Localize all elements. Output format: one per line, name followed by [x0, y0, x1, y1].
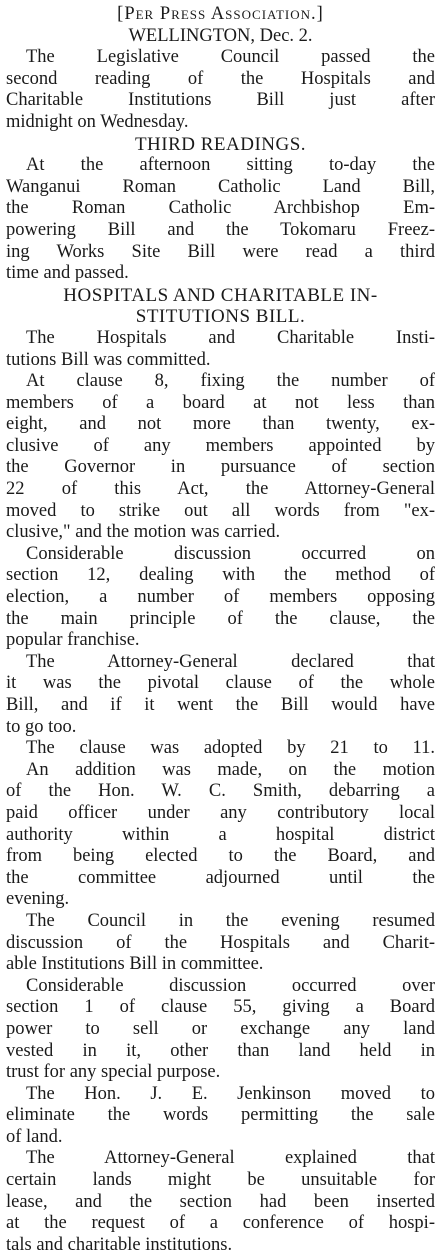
- text-line: Wanganui Roman Catholic Land Bill,: [6, 176, 435, 197]
- text-line: eight, and not more than twenty, ex-: [6, 414, 435, 435]
- text-line: At clause 8, fixing the number of: [26, 371, 435, 392]
- text-line: section 12, dealing with the method of: [6, 565, 435, 586]
- text-line: The Hospitals and Charitable Insti-: [26, 327, 435, 348]
- text-line: members of a board at not less than: [6, 392, 435, 413]
- text-line: The Attorney-General explained that: [26, 1148, 435, 1169]
- text-line: lease, and the section had been inserted: [6, 1191, 435, 1212]
- text-line: the Roman Catholic Archbishop Em-: [6, 198, 435, 219]
- section-heading: STITUTIONS BILL.: [135, 306, 306, 328]
- section-heading: HOSPITALS AND CHARITABLE IN-: [63, 284, 378, 306]
- text-line: of land.: [6, 1126, 63, 1147]
- text-line: at the request of a conference of hospi-: [6, 1213, 435, 1234]
- text-line: election, a number of members opposing: [6, 587, 435, 608]
- text-line: the committee adjourned until the: [6, 867, 435, 888]
- text-line: midnight on Wednesday.: [6, 111, 189, 132]
- text-line: evening.: [6, 889, 70, 910]
- text-line: clusive," and the motion was carried.: [6, 522, 281, 543]
- text-line: The Legislative Council passed the: [26, 47, 435, 68]
- text-line: time and passed.: [6, 263, 129, 284]
- text-line: popular franchise.: [6, 630, 140, 651]
- text-line: Considerable discussion occurred over: [26, 975, 435, 996]
- text-line: it was the pivotal clause of the whole: [6, 673, 435, 694]
- text-line: discussion of the Hospitals and Charit-: [6, 932, 435, 953]
- text-line: power to sell or exchange any land: [6, 1018, 435, 1039]
- text-line: The Attorney-General declared that: [26, 651, 435, 672]
- text-line: the Governor in pursuance of section: [6, 457, 435, 478]
- text-line: vested in it, other than land held in: [6, 1040, 435, 1061]
- text-line: The Hon. J. E. Jenkinson moved to: [26, 1083, 435, 1104]
- text-line: ing Works Site Bill were read a third: [6, 241, 435, 262]
- text-line: paid officer under any contributory local: [6, 802, 435, 823]
- text-line: powering Bill and the Tokomaru Freez-: [6, 219, 435, 240]
- text-line: Bill, and if it went the Bill would have: [6, 695, 435, 715]
- text-line: from being elected to the Board, and: [6, 846, 435, 867]
- text-line: WELLINGTON, Dec. 2.: [128, 25, 313, 46]
- text-line: to go too.: [6, 716, 77, 737]
- text-line: Considerable discussion occurred on: [26, 543, 435, 564]
- text-line: The Council in the evening resumed: [26, 910, 435, 931]
- text-line: An addition was made, on the motion: [26, 759, 435, 780]
- text-line: Charitable Institutions Bill just after: [6, 90, 435, 111]
- text-line: tutions Bill was committed.: [6, 349, 211, 370]
- text-line: authority within a hospital district: [6, 824, 435, 845]
- text-line: section 1 of clause 55, giving a Board: [6, 997, 435, 1018]
- text-line: At the afternoon sitting to-day the: [26, 155, 435, 176]
- text-line: tals and charitable institutions.: [6, 1234, 233, 1255]
- text-line: 22 of this Act, the Attorney-General: [6, 479, 435, 500]
- text-line: the main principle of the clause, the: [6, 608, 435, 629]
- section-heading: THIRD READINGS.: [134, 133, 307, 155]
- text-line: able Institutions Bill in committee.: [6, 954, 264, 975]
- text-line: [Per Press Association.]: [117, 4, 324, 24]
- text-line: moved to strike out all words from "ex-: [6, 500, 435, 521]
- text-line: The clause was adopted by 21 to 11.: [26, 738, 435, 759]
- text-line: clusive of any members appointed by: [6, 435, 435, 456]
- text-line: of the Hon. W. C. Smith, debarring a: [6, 781, 435, 802]
- text-line: certain lands might be unsuitable for: [6, 1170, 435, 1191]
- text-line: eliminate the words permitting the sale: [6, 1105, 435, 1126]
- text-line: trust for any special purpose.: [6, 1062, 221, 1083]
- text-line: second reading of the Hospitals and: [6, 68, 435, 89]
